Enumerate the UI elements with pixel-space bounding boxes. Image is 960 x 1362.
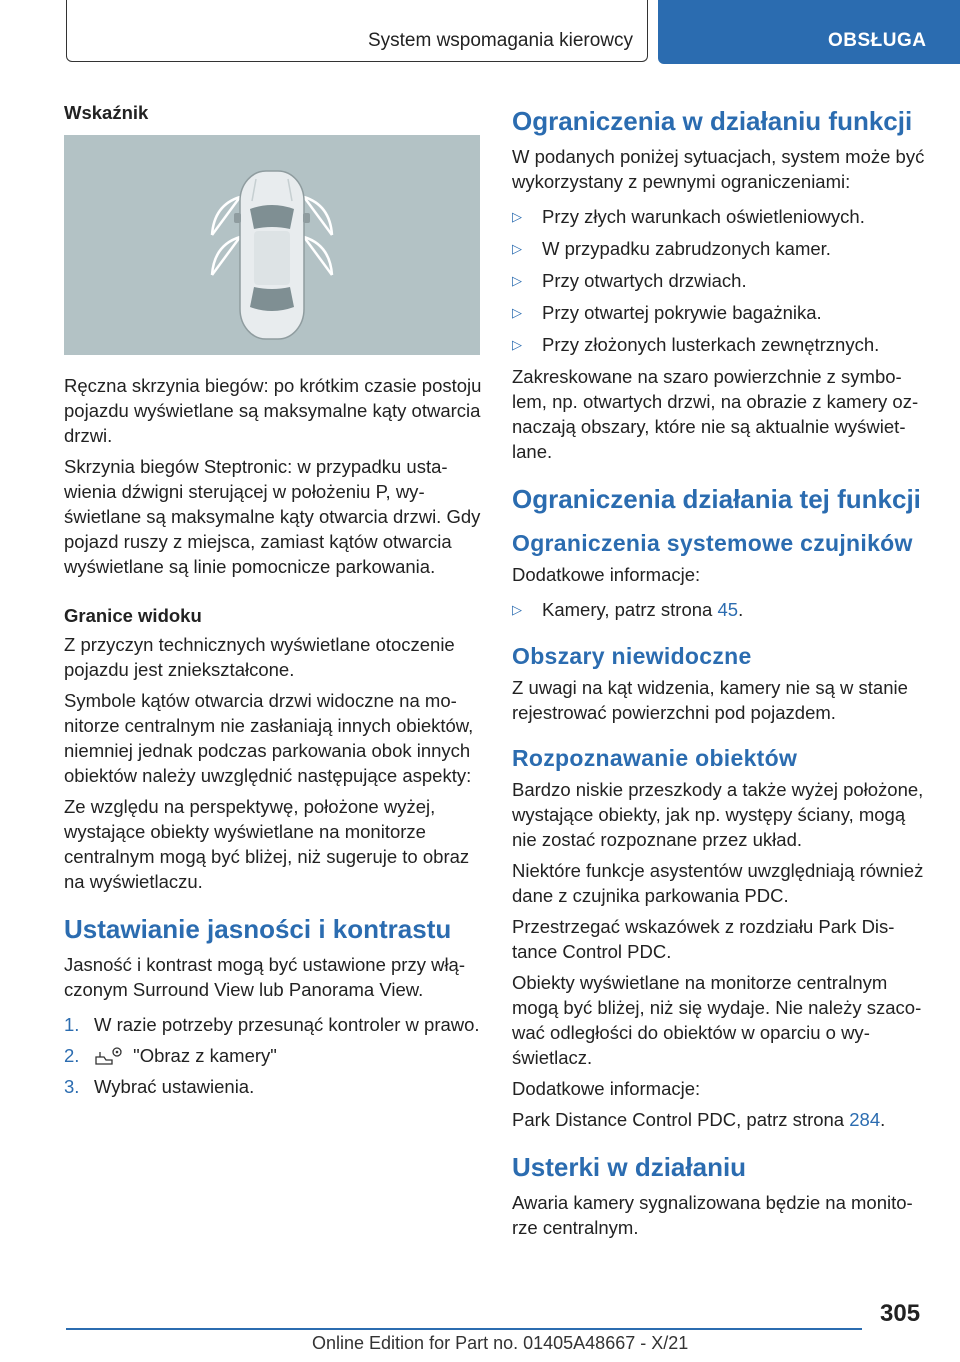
car-top-view-doors-open-icon (64, 135, 480, 355)
step-number: 2. (64, 1045, 80, 1066)
triangle-bullet-icon: ▷ (512, 337, 522, 352)
label-additional-info: Dodatkowe informacje: (512, 564, 701, 585)
triangle-bullet-icon: ▷ (512, 241, 522, 256)
triangle-bullet-icon: ▷ (512, 273, 522, 288)
camera-settings-icon (94, 1045, 124, 1065)
paragraph-brightness: Jasność i kontrast mogą być ustawione przy włączonym Surround View lub Panorama View. (64, 954, 466, 1000)
label-additional-info-2: Dodatkowe informacje: (512, 1078, 701, 1099)
paragraph-low-obstacles: Bardzo niskie przeszkody a także wyżej położone, wystające obiekty, jak np. występy ściany, mogą nie zostać rozpoznane przez układ. (512, 779, 924, 850)
limits-list (512, 204, 930, 357)
paragraph-pdc-link: Park Distance Control PDC, patrz strona 284. (512, 1109, 886, 1130)
step-text: "Obraz z kamery" (133, 1045, 277, 1066)
triangle-bullet-icon: ▷ (512, 602, 522, 617)
footer-edition: Online Edition for Part no. 01405A48667 - X/21 (312, 1333, 689, 1353)
heading-view-limits: Granice widoku (64, 605, 202, 626)
heading-invisible-areas: Obszary niewidoczne (512, 643, 752, 669)
paragraph-limits-intro: W podanych poniżej sytuacjach, system może być wykorzystany z pewnymi ograniczeniami: (512, 146, 925, 192)
triangle-bullet-icon: ▷ (512, 209, 522, 224)
left-column (64, 100, 482, 1105)
paragraph-steptronic: Skrzynia biegów Steptronic: w przypadku ustawienia dźwigni sterującej w położeniu P, wyświetlane są maksymalne kąty otwarcia drzwi. Gdy pojazd ruszy z miejsca, zamiast kątów otwarcia wyświetlane są linie pomocnicze parkowania. (64, 456, 481, 577)
heading-object-recognition: Rozpoznawanie obiektów (512, 745, 798, 771)
page-link-cameras[interactable]: 45 (717, 599, 739, 620)
step-item (64, 1012, 482, 1037)
indicator-figure (64, 135, 480, 355)
header-section-box (66, 0, 648, 62)
step-text: Wybrać ustawienia. (94, 1076, 255, 1097)
step-number: 1. (64, 1014, 80, 1035)
step-item (64, 1043, 482, 1068)
paragraph-pdc-notes: Przestrzegać wskazówek z rozdziału Park Distance Control PDC. (512, 916, 895, 962)
paragraph-door-symbols: Symbole kątów otwarcia drzwi widoczne na monitorze centralnym nie zasłaniają innych obiektów, niemniej jednak podczas parkowania obok innych obiektów należy uwzględnić następujące aspekty: (64, 690, 474, 786)
step-number: 3. (64, 1076, 80, 1097)
heading-function-limits: Ograniczenia w działaniu funkcji (512, 106, 913, 136)
heading-brightness-contrast: Ustawianie jasności i kontrastu (64, 914, 452, 944)
page-number: 305 (880, 1300, 921, 1327)
list-item: ▷ W przypadku zabrudzonych kamer. (512, 238, 831, 259)
triangle-bullet-icon: ▷ (512, 305, 522, 320)
list-item: ▷ Kamery, patrz strona 45. (512, 599, 744, 620)
list-item: ▷ Przy otwartych drzwiach. (512, 270, 747, 291)
heading-sensor-limits: Ograniczenia systemowe czujników (512, 530, 913, 556)
list-item: ▷ Przy otwartej pokrywie bagażnika. (512, 302, 822, 323)
list-item: ▷ Przy złożonych lusterkach zewnętrznych. (512, 334, 880, 355)
paragraph-invisible: Z uwagi na kąt widzenia, kamery nie są w stanie rejestrować powierzchni pod pojazdem. (512, 677, 908, 723)
heading-function-restrictions: Ograniczenia działania tej funkcji (512, 484, 921, 514)
paragraph-distortion: Z przyczyn technicznych wyświetlane otoczenie pojazdu jest zniekształcone. (64, 634, 455, 680)
section-title: System wspomagania kierowcy (367, 30, 633, 51)
paragraph-pdc-data: Niektóre funkcje asystentów uwzględniają również dane z czujnika parkowania PDC. (512, 860, 924, 906)
chapter-tab-label[interactable]: OBSŁUGA (828, 30, 927, 51)
step-item (64, 1074, 482, 1099)
right-column (512, 104, 930, 1246)
heading-faults: Usterki w działaniu (512, 1152, 747, 1182)
paragraph-distance-warning: Obiekty wyświetlane na monitorze centralnym mogą być bliżej, niż się wydaje. Nie należy szacować odległości do obiektów w oparciu o wyświetlacz. (512, 972, 922, 1068)
page-link-pdc[interactable]: 284 (849, 1109, 881, 1130)
paragraph-manual-gearbox: Ręczna skrzynia biegów: po krótkim czasie postoju pojazdu wyświetlane są maksymalne kąty otwarcia drzwi. (64, 375, 482, 446)
list-item: ▷ Przy złych warunkach oświetleniowych. (512, 206, 865, 227)
heading-indicator: Wskaźnik (64, 102, 149, 123)
step-text: W razie potrzeby przesunąć kontroler w prawo. (94, 1014, 480, 1035)
paragraph-camera-failure: Awaria kamery sygnalizowana będzie na monitorze centralnym. (512, 1192, 913, 1238)
steps-list (64, 1012, 482, 1099)
paragraph-hatched-areas: Zakreskowane na szaro powierzchnie z symbolem, np. otwartych drzwi, na obrazie z kamery oznaczają obszary, które nie są aktualnie wyświetlane. (512, 366, 919, 462)
footer-divider (66, 1328, 862, 1330)
paragraph-perspective: Ze względu na perspektywę, położone wyżej, wystające obiekty wyświetlane na monitorze centralnym mogą być bliżej, niż sugeruje to obraz na wyświetlaczu. (64, 796, 470, 892)
camera-link-list (512, 597, 930, 622)
